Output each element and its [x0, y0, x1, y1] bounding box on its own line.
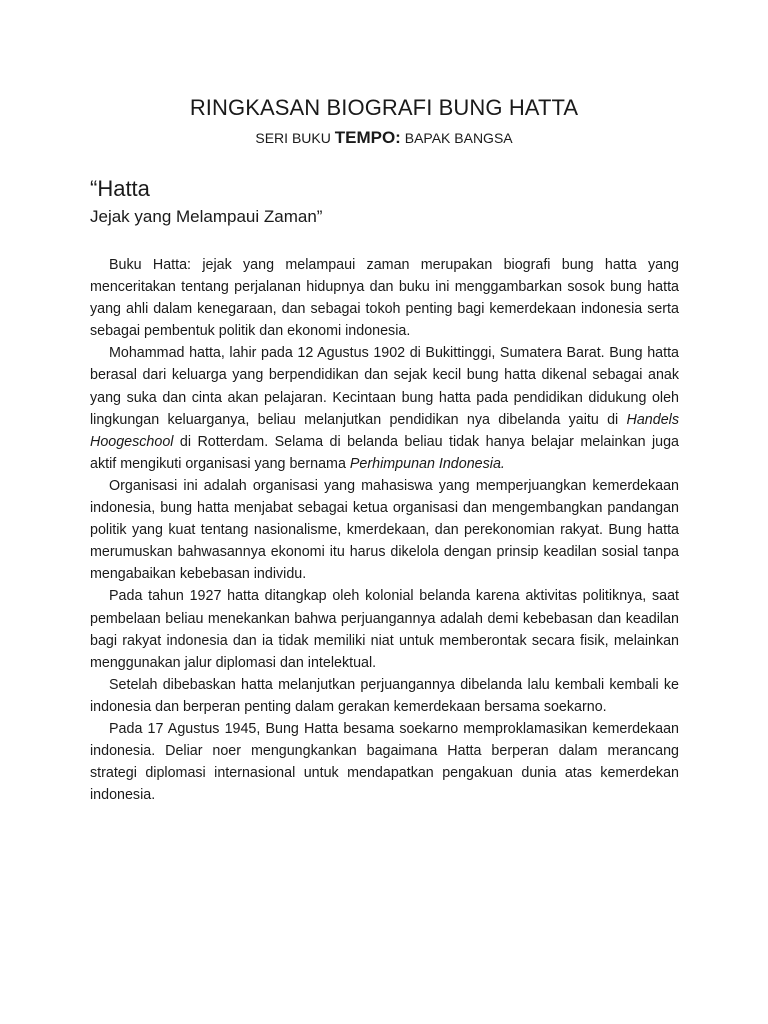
paragraph-4: Pada tahun 1927 hatta ditangkap oleh kolonial belanda karena aktivitas politiknya, saat pembelaan beliau menekankan bahwa perjuangannya adalah demi kebebasan dan keadilan bagi rakyat indonesia dan ia tidak memiliki niat untuk memberontak secara fisik, melainkan menggunakan jalur diplomasi dan intelektual. — [90, 588, 679, 671]
paragraph-2 — [90, 342, 679, 475]
paragraph-2-italic-school: Handels Hoogeschool — [90, 411, 679, 450]
paragraph-5: Setelah dibebaskan hatta melanjutkan perjuangannya dibelanda lalu kembali kembali ke indonesia dan berperan penting dalam gerakan kemerdekaan bersama soekarno. — [90, 676, 679, 715]
book-title-line-1: “Hatta — [90, 176, 150, 201]
subtitle-prefix: SERI BUKU — [255, 130, 335, 146]
subtitle-emphasis: TEMPO: — [334, 128, 401, 147]
book-title-line-2: Jejak yang Melampaui Zaman” — [90, 207, 323, 226]
document-body — [90, 254, 679, 806]
paragraph-1: Buku Hatta: jejak yang melampaui zaman merupakan biografi bung hatta yang menceritakan tentang perjalanan hidupnya dan buku ini menggambarkan sosok bung hatta yang ahli dalam kenegaraan, dan sebagai tokoh penting bagi kemerdekaan indonesia serta sebagai pembentuk politik dan ekonomi indonesia. — [90, 257, 679, 340]
paragraph-3: Organisasi ini adalah organisasi yang mahasiswa yang memperjuangkan kemerdekaan indonesia, bung hatta menjabat sebagai ketua organisasi dan mengembangkan pandangan politik yang kuat tentang nasionalisme, kmerdekaan, dan perekonomian rakyat. Bung hatta merumuskan bahwasannya ekonomi itu harus dikelola dengan prinsip keadilan sosial tanpa mengabaikan kebebasan individu. — [90, 477, 679, 583]
paragraph-2-part-1: Mohammad hatta, lahir pada 12 Agustus 1902 di Bukittinggi, Sumatera Barat. Bung hatta berasal dari keluarga yang berpendidikan dan sejak kecil bung hatta dikenal sebagai anak yang suka dan cinta akan pelajaran. Kecintaan bung hatta pada pendidikan didukung oleh lingkungan keluarganya, beliau melanjutkan pendidikan nya dibelanda yaitu di — [90, 345, 679, 428]
paragraph-2-part-2: di Rotterdam. Selama di belanda beliau tidak hanya belajar melainkan juga aktif mengikuti organisasi yang bernama — [90, 433, 679, 472]
document-title: RINGKASAN BIOGRAFI BUNG HATTA — [189, 95, 579, 120]
paragraph-2-italic-organization: Perhimpunan Indonesia. — [349, 455, 505, 472]
document-subtitle — [0, 126, 768, 150]
paragraph-6: Pada 17 Agustus 1945, Bung Hatta besama soekarno memproklamasikan kemerdekaan indonesia. Deliar noer mengungkankan bagaimana Hatta berperan dalam merancang strategi diplomasi internasional untuk mendapatkan pengakuan dunia atas kemerdekan indonesia. — [90, 720, 679, 804]
subtitle-suffix: BAPAK BANGSA — [400, 130, 513, 146]
